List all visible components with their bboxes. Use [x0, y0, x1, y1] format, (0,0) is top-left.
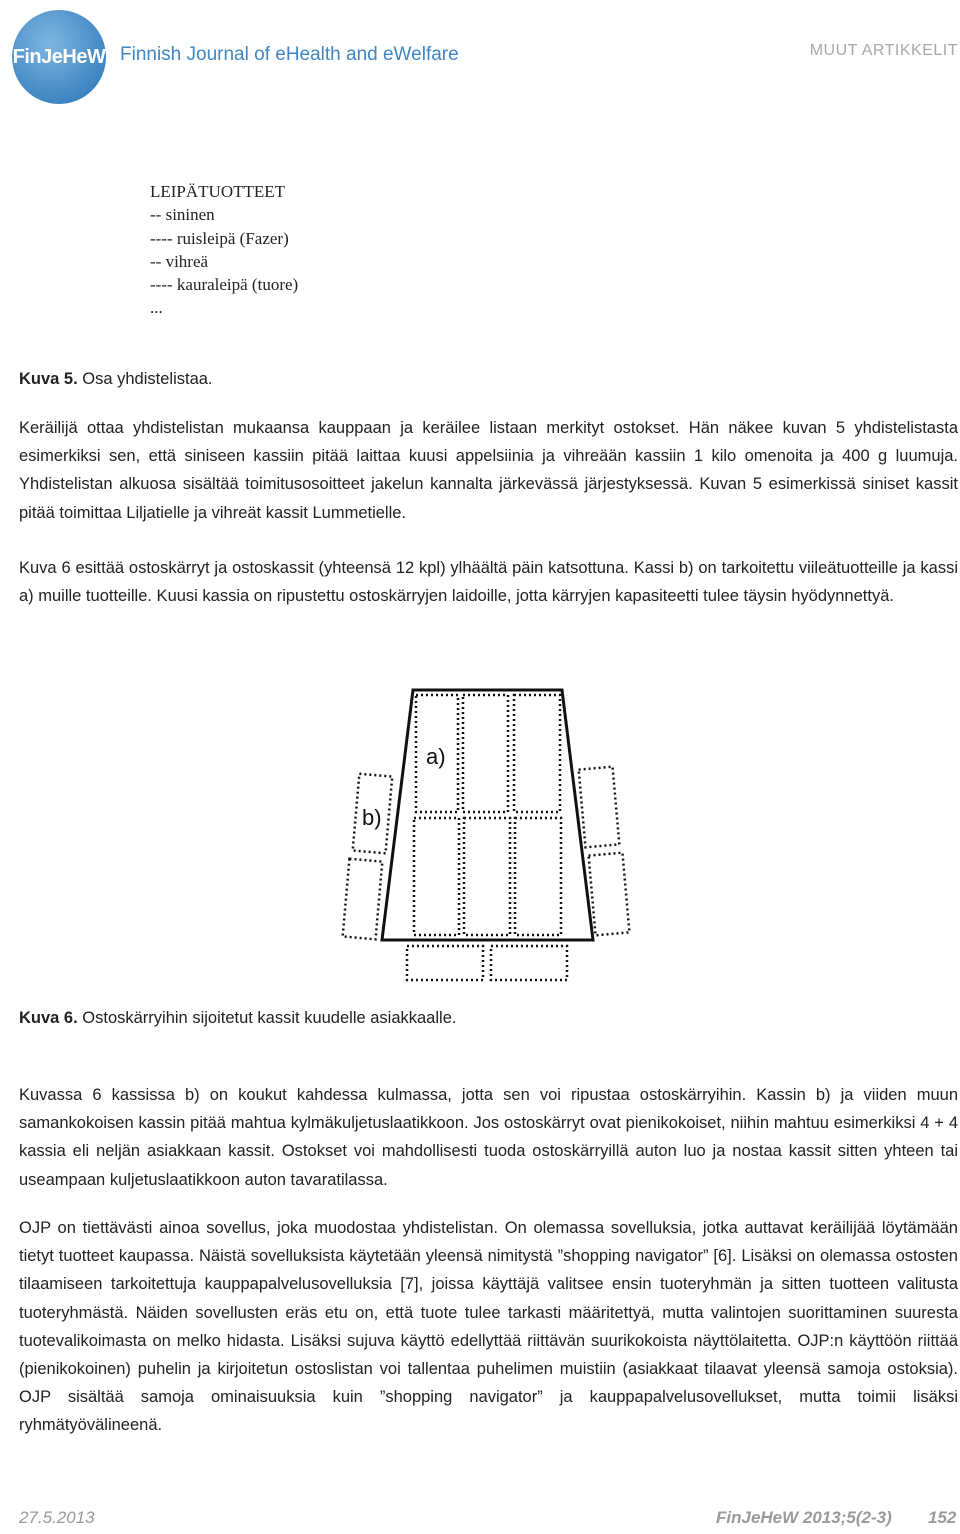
- paragraph-2: Kuva 6 esittää ostoskärryt ja ostoskassit (yhteensä 12 kpl) ylhäältä päin katsottuna. Kassi b) on tarkoitettu viileätuotteille ja kassi a) muille tuotteille. Kuusi kassia on ripustettu ostoskärryjen laidoille, jotta kärryjen kapasiteetti tulee täysin hyödynnettyä.: [19, 559, 958, 606]
- list-line: -- sininen: [150, 205, 215, 225]
- footer-reference: FinJeHeW 2013;5(2-3): [716, 1508, 892, 1527]
- bag: [515, 818, 561, 935]
- paragraph-1: Keräilijä ottaa yhdistelistan mukaansa kauppaan ja keräilee listaan merkityt ostokset. Hän näkee kuvan 5 yhdistelistasta esimerkiksi sen, että siniseen kassiin pitää laittaa kuusi appelsiinia ja vihreään kassiin 1 kilo omenoita ja 400 g luumuja. Yhdistelistan alkuosa sisältää toimitusosoitteet jakelun kannalta järkevässä järjestyksessä. Kuvan 5 esimerkissä siniset kassit pitää toimittaa Liljatielle ja vihreät kassit Lummetielle.: [19, 419, 958, 522]
- page-header: [0, 0, 960, 110]
- label-a: a): [426, 744, 446, 769]
- caption-text: Ostoskärryihin sijoitetut kassit kuudelle asiakkaalle.: [77, 1009, 457, 1027]
- bag: [414, 818, 459, 935]
- list-line: ---- kauraleipä (tuore): [150, 275, 299, 295]
- bag: [491, 946, 567, 980]
- list-line: ...: [150, 298, 163, 318]
- bag: [514, 695, 560, 812]
- bag: [463, 695, 508, 812]
- journal-logo: [12, 10, 106, 104]
- list-line: LEIPÄTUOTTEET: [150, 182, 286, 201]
- paragraph-3: Kuvassa 6 kassissa b) on koukut kahdessa kulmassa, jotta sen voi ripustaa ostoskärryihin. Kassin b) ja viiden muun samankokoisen kassin pitää mahtua kylmäkuljetuslaatikkoon. Jos ostoskärryt ovat pienikokoiset, niihin mahtuu esimerkiksi 4 + 4 kassia eli neljän asiakkaan kassit. Ostokset voi mahdollisesti tuoda ostoskärryillä auton luo ja nostaa kassit sitten yhteen tai useampaan kuljetuslaatikkoon auton tavaratilassa.: [19, 1086, 958, 1189]
- list-line: -- vihreä: [150, 251, 209, 271]
- figure-6-cart-diagram: [330, 680, 650, 990]
- logo-text: FinJeHeW: [12, 45, 106, 68]
- section-label: MUUT ARTIKKELIT: [809, 42, 958, 59]
- caption-label: Kuva 6.: [19, 1009, 78, 1027]
- caption-label: Kuva 5.: [19, 370, 78, 388]
- footer-date: 27.5.2013: [19, 1508, 95, 1527]
- bag: [589, 853, 630, 936]
- figure-5-caption: [19, 370, 213, 389]
- bag: [343, 859, 383, 940]
- bag: [579, 767, 620, 848]
- label-b: b): [362, 805, 382, 830]
- page-number: 152: [928, 1508, 957, 1527]
- combined-list-example: [150, 180, 298, 320]
- bag: [464, 818, 510, 935]
- caption-text: Osa yhdistelistaa.: [77, 370, 213, 388]
- bag: [407, 946, 483, 980]
- list-line: ---- ruisleipä (Fazer): [150, 228, 289, 248]
- figure-6-caption: [19, 1009, 456, 1028]
- journal-name: Finnish Journal of eHealth and eWelfare: [120, 44, 459, 65]
- paragraph-4: OJP on tiettävästi ainoa sovellus, joka muodostaa yhdistelistan. On olemassa sovelluksia, jotka auttavat keräilijää löytämään tietyt tuotteet kaupassa. Näistä sovelluksista käytetään yleensä nimitystä ”shopping navigator” [6]. Lisäksi on olemassa ostosten tilaamiseen tarkoitettuja kauppapalvelusovelluksia [7], joissa käyttäjä valitsee ensin tuoteryhmän ja sitten tuotteen valitusta tuoteryhmästä. Näiden sovellusten eräs etu on, että tuote tulee tarkasti määritettyä, mutta valintojen suorittaminen suuresta tuotevalikoimasta on melko hidasta. Lisäksi sujuva käyttö edellyttää riittävän suurikokoista näyttölaitetta. OJP:n käyttöön riittää (pienikokoinen) puhelin ja kirjoitetun ostoslistan voi tallentaa puhelimen muistiin (asiakkaat tilaavat yleensä samoja ostoksia). OJP sisältää samoja ominaisuuksia kuin ”shopping navigator” ja kauppapalvelusovellukset, mutta toimii lisäksi ryhmätyövälineenä.: [19, 1219, 958, 1435]
